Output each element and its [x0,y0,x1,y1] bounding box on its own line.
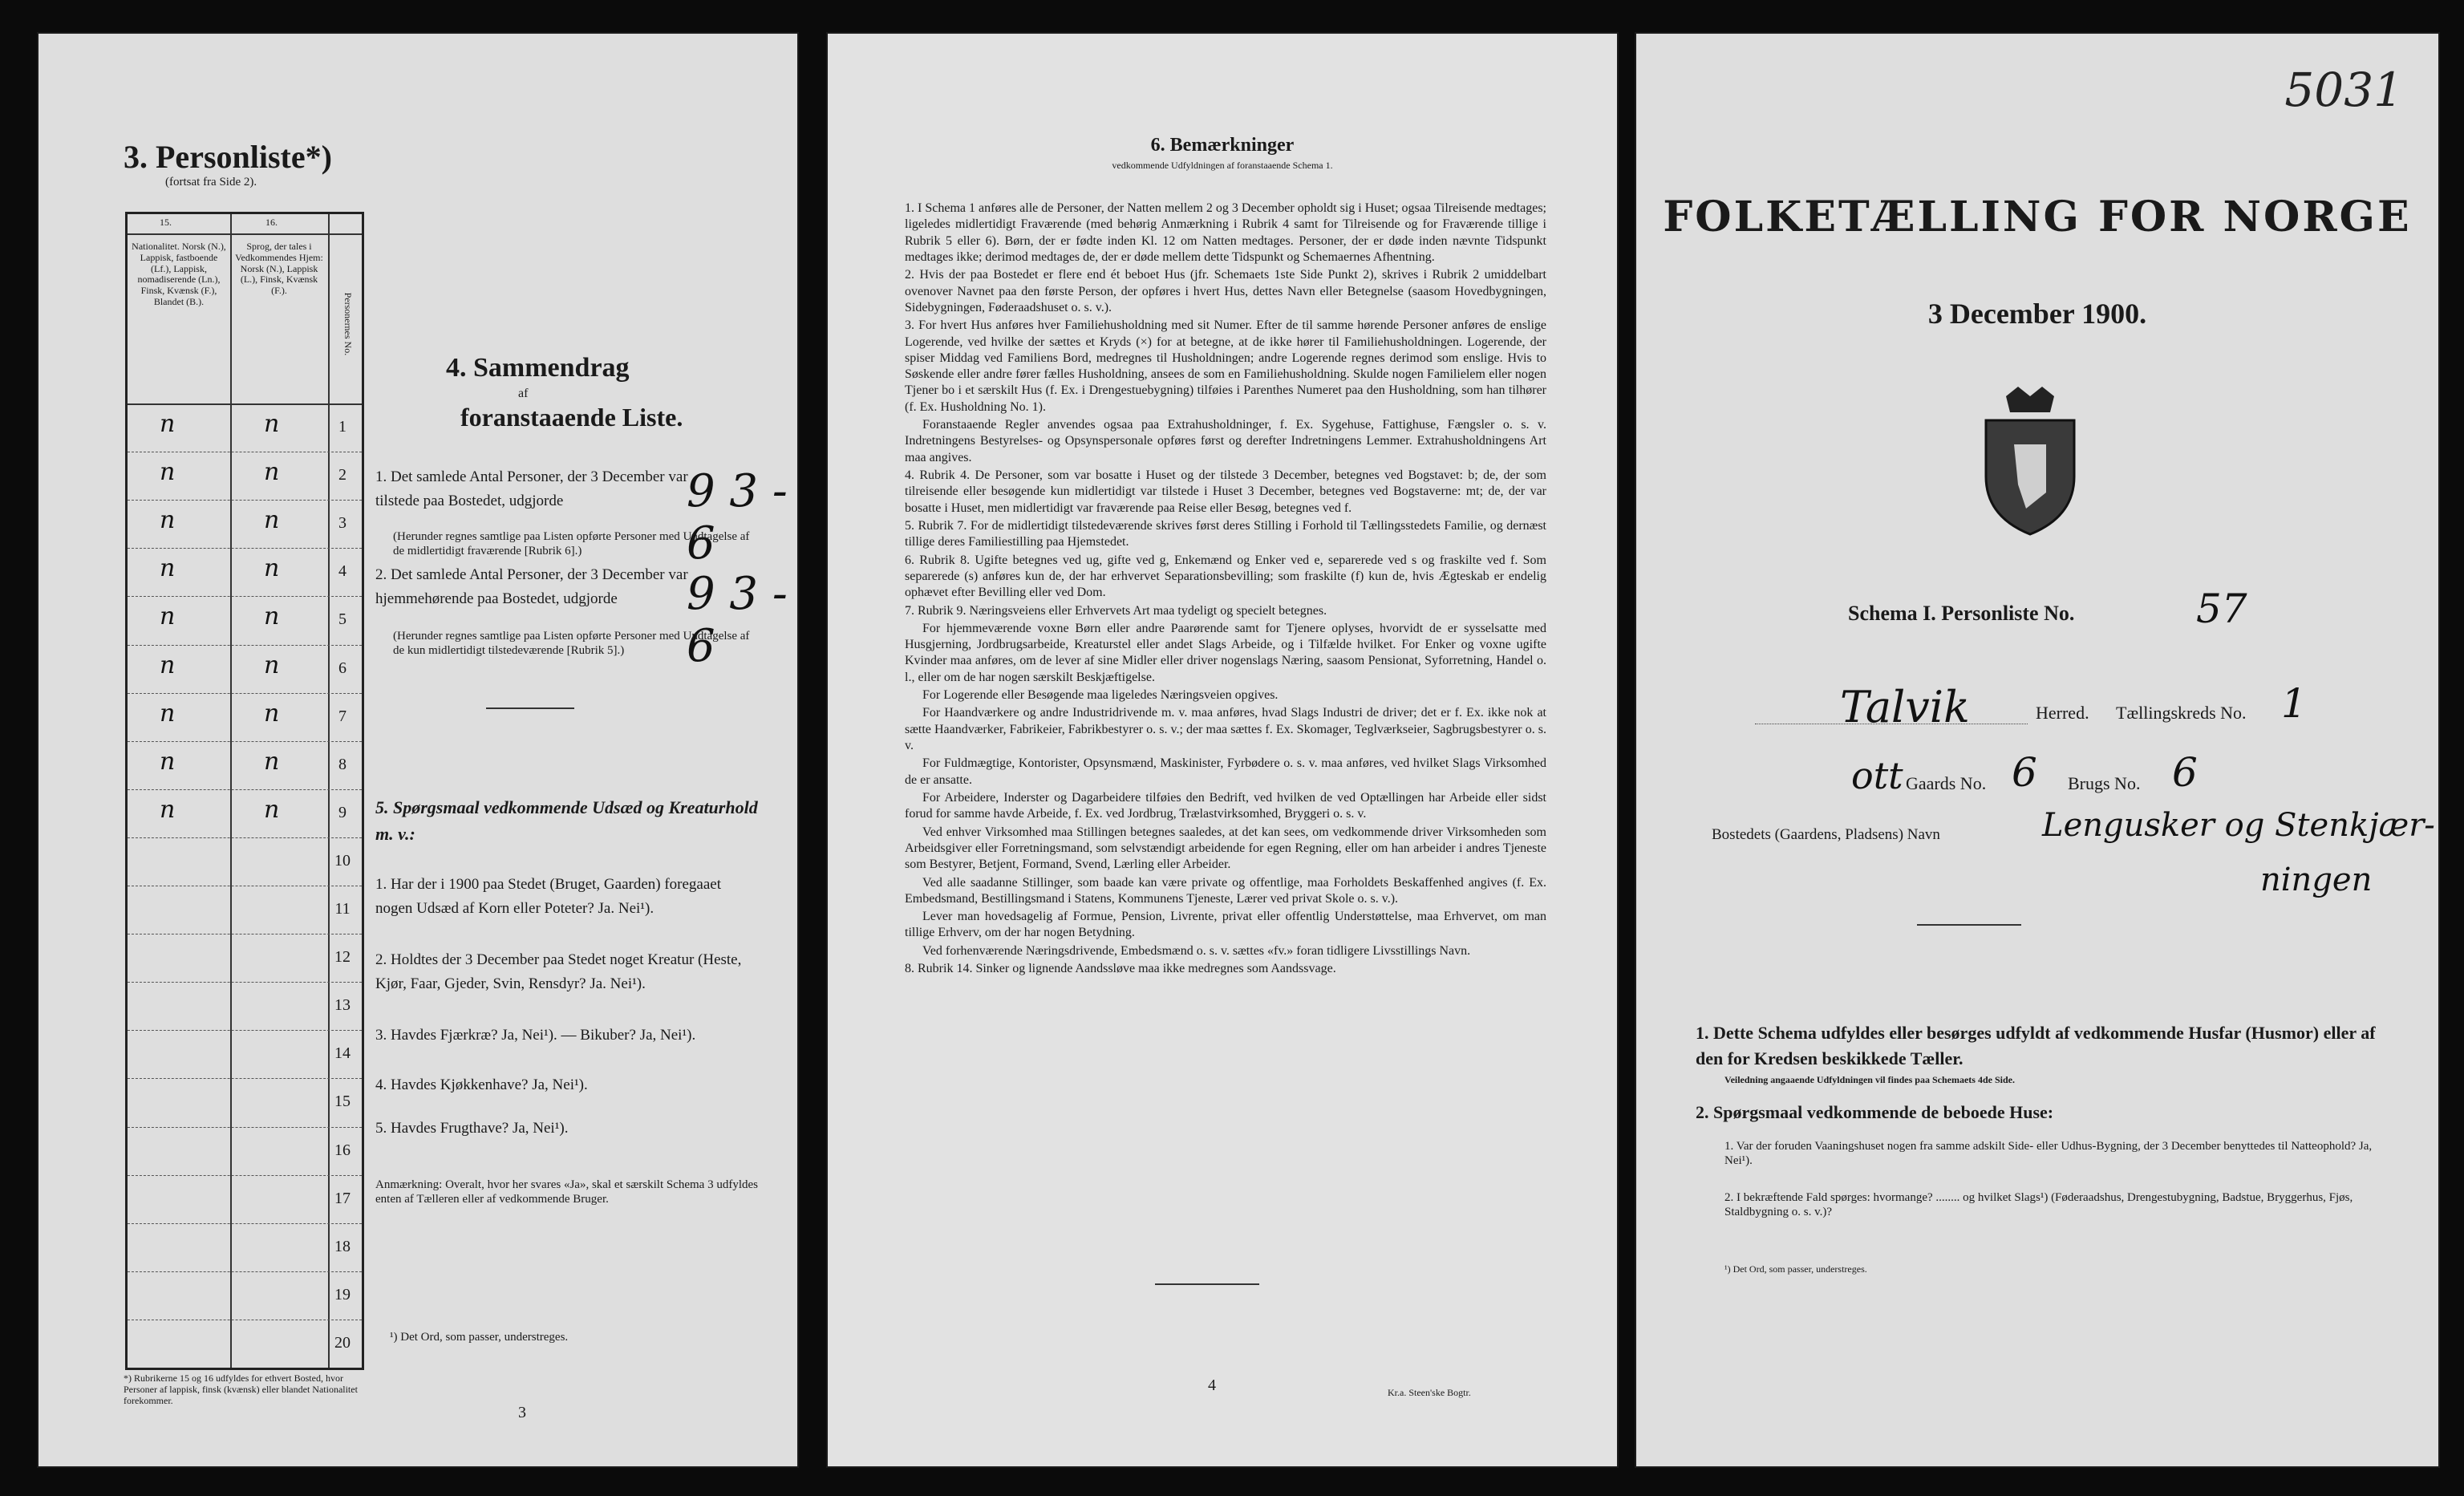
footnote-understreges: ¹) Det Ord, som passer, understreges. [390,1331,569,1344]
row-divider [128,1175,362,1176]
remark-paragraph: For Fuldmægtige, Kontorister, Opsynsmænd, Maskinister, Fyrbødere o. s. v. maa anføres, ved hvilket Slags Virksomhed de er ansatte. [905,756,1546,787]
row-number: 10 [334,851,351,870]
kreds-label: Tællingskreds No. [2116,703,2247,723]
census-title: FOLKETÆLLING FOR NORGE [1663,193,2412,241]
remark-paragraph: 2. Hvis der paa Bostedet er flere end ét beboet Hus (jfr. Schemaets 1ste Side Punkt 2), skrives i Rubrik 2 umiddelbart ovenover Navnet paa den første Person, der opføres i hvert Hus, dettes Navn eller Betegnelse (saasom Hovedbygningen, Sidebygningen, Føderaadshuset o. s. v.). [905,268,1546,314]
row-number: 9 [338,803,346,821]
row-divider [128,1127,362,1128]
personliste-subtitle: (fortsat fra Side 2). [165,176,257,189]
page-left [37,32,799,1468]
language-cell: n [264,747,280,776]
row-divider [128,596,362,597]
q1: 1. Har der i 1900 paa Stedet (Bruget, Gaarden) foregaaet nogen Udsæd af Korn eller Poteter? Ja. Nei¹). [375,876,722,918]
row-divider [128,1030,362,1031]
remark-paragraph: Ved alle saadanne Stillinger, som baade kan være private og offentlige, maa Forholdets Beskaffenhed angives (f. Ex. Embedsmand, Bestillingsmand i Statens, Kommunens Tjeneste, Lærer ved privat Skole o. s. v.). [905,875,1546,906]
footnote-right: ¹) Det Ord, som passer, understreges. [1724,1263,1867,1275]
row-number: 2 [338,466,346,484]
census-date: 3 December 1900. [1927,298,2147,330]
row-number: 20 [334,1333,351,1352]
remark-paragraph: For Arbeidere, Inderster og Dagarbeidere tilføies den Bedrift, ved hvilken de ved Optællingen har Arbeide eller sidst forud for samme havde Arbeide, f. Ex. ved Jordbrug, Trælastvirksomhed, Bryggeri o. s. v. [905,790,1546,821]
herred-label: Herred. [2036,703,2089,723]
row-divider [128,500,362,501]
remark-paragraph: For Haandværkere og andre Industridrivende m. v. maa anføres, hvad Slags Industri de driver; det er f. Ex. ikke nok at sætte Haandværker, Fabrikeier, Fabrikbestyrer o. s. v.; der maa sættes f. Ex. Skomager, Teglværkseier, Sagbrugsbestyrer o. s. v. [905,706,1546,752]
nationality-cell: n [160,747,176,776]
nationality-cell: n [160,699,176,728]
row-number: 15 [334,1093,351,1111]
remark-paragraph: Lever man hovedsagelig af Formue, Pension, Livrente, privat eller offentlig Understøttelse, maa Erhvervet, om man tillige Erhverv, om der har nogen Betydning. [905,910,1546,940]
row-divider [128,645,362,646]
language-cell: n [264,602,280,631]
page-middle [826,32,1619,1468]
col17-header: Personernes No. [342,292,354,356]
personliste-table [125,212,364,1370]
s4-item2-note: (Herunder regnes samtlige paa Listen opførte Personer med Undtagelse af de kun midlertidigt tilstedeværende [Rubrik 5].) [393,630,750,657]
remark-paragraph: 1. I Schema 1 anføres alle de Personer, der Natten mellem 2 og 3 December opholdt sig i Huset; ogsaa Tilreisende medtages; ligeledes midlertidigt Fraværende (med behørig Anmærkning i Rubrik 4 samt for Tilreisende og for Fraværende tillige i Rubrik 5 eller 6). Børn, der er fødte inden Kl. 12 om Natten medtages. Personer, der er døde inden nævnte Tidspunkt medtages ikke; derimod medtages de, der er døde mellem dette Tidspunkt og Schemaernes Afhentning. [905,201,1546,264]
s4-item2-hand: 9 3 - 6 [687,568,788,672]
q3: 3. Havdes Fjærkræ? Ja, Nei¹). — Bikuber? Ja, Nei¹). [375,1027,696,1044]
coat-of-arms-icon [1970,380,2090,545]
remarks-subtitle: vedkommende Udfyldningen af foranstaaende Schema 1. [1112,160,1333,171]
printer-mark: Kr.a. Steen'ske Bogtr. [1388,1387,1471,1398]
nationality-cell: n [160,554,176,583]
row-number: 12 [334,948,351,967]
instruction-1-sub: Veiledning angaaende Udfyldningen vil findes paa Schemaets 4de Side. [1724,1074,2015,1085]
row-number: 11 [334,900,351,918]
language-cell: n [264,699,280,728]
bosted-label: Bostedets (Gaardens, Pladsens) Navn [1712,826,1940,843]
page-right [1635,32,2440,1468]
row-number: 8 [338,755,346,773]
row-divider [128,837,362,838]
row-number: 5 [338,610,346,629]
gaards-prefix: ott [1851,754,1903,797]
language-cell: n [264,410,280,439]
instruction-2-q2: 2. I bekræftende Fald spørges: hvormange? ........ og hvilket Slags¹) (Føderaadshus, Drengestubygning, Badstue, Bryggerhus, Fjøs, Staldbygning o. s. v.)? [1724,1191,2353,1218]
schema-number: 57 [2196,586,2247,632]
section4-af: af [518,387,529,400]
nationality-cell: n [160,458,176,487]
row-number: 17 [334,1189,351,1207]
row-divider [128,982,362,983]
language-cell: n [264,458,280,487]
personliste-footnote: *) Rubrikerne 15 og 16 udfyldes for ethvert Bosted, hvor Personer af lappisk, finsk (kvænsk) eller blandet Nationalitet forekommer. [124,1372,358,1406]
section4-sub: foranstaaende Liste. [460,403,683,432]
s4-item1: 1. Det samlede Antal Personer, der 3 December var tilstede paa Bostedet, udgjorde [375,468,688,510]
divider [1917,924,2021,926]
nationality-cell: n [160,651,176,679]
instruction-2-q1: 1. Var der foruden Vaaningshuset nogen fra samme adskilt Side- eller Udhus-Bygning, der 3 December benyttedes til Natteophold? Ja, Nei¹). [1724,1140,2373,1167]
row-number: 1 [338,418,346,436]
col-num-15: 15. [160,217,172,228]
row-divider [128,741,362,742]
kreds-value: 1 [2281,680,2307,727]
nationality-cell: n [160,410,176,439]
row-divider [128,1271,362,1272]
language-cell: n [264,554,280,583]
bosted-value-2: ningen [2260,862,2373,898]
row-number: 4 [338,562,346,581]
gaards-value: 6 [2012,749,2037,796]
archive-number: 5031 [2284,63,2403,117]
q2: 2. Holdtes der 3 December paa Stedet noget Kreatur (Heste, Kjør, Faar, Gjeder, Svin, Rensdyr? Ja. Nei¹). [375,951,742,993]
brugs-label: Brugs No. [2068,773,2141,793]
row-divider [128,789,362,790]
row-number: 6 [338,659,346,677]
remarks-title: 6. Bemærkninger [1150,135,1295,156]
s4-item2: 2. Det samlede Antal Personer, der 3 December var hjemmehørende paa Bostedet, udgjorde [375,566,688,608]
section5-title: 5. Spørgsmaal vedkommende Udsæd og Kreaturhold m. v.: [375,797,758,844]
remark-paragraph: 7. Rubrik 9. Næringsveiens eller Erhvervets Art maa tydeligt og specielt betegnes. [905,603,1327,618]
anmaerkning: Anmærkning: Overalt, hvor her svares «Ja», skal et særskilt Schema 3 udfyldes enten af Tælleren eller af vedkommende Bruger. [375,1178,758,1206]
remark-paragraph: 5. Rubrik 7. For de midlertidigt tilstedeværende skrives først deres Stilling i Forhold til Tællingsstedets Familie, og dernæst tillige deres Familiestilling paa Hjemstedet. [905,518,1546,549]
nationality-cell: n [160,506,176,535]
bosted-value-1: Lengusker og Stenkjær- [2042,807,2435,844]
row-number: 13 [334,996,351,1015]
row-number: 16 [334,1141,351,1159]
nationality-cell: n [160,795,176,824]
instruction-1: 1. Dette Schema udfyldes eller besørges udfyldt af vedkommende Husfar (Husmor) eller af den for Kredsen beskikkede Tæller. [1696,1023,2376,1068]
row-number: 3 [338,514,346,533]
remarks-body [905,201,1546,979]
row-divider [128,1078,362,1079]
remark-paragraph: 4. Rubrik 4. De Personer, som var bosatte i Huset og der tilstede 3 December, betegnes ved Bogstavet: b; de, der som tilreisende eller besøgende kun midlertidigt var tilstede i Huset 3 December, betegnes ved Bogstaverne: mt; de, der var bosatte i Huset, men midlertidigt var fraværende paa Reise eller Besøg, betegnes ved f. [905,468,1546,515]
instruction-2: 2. Spørgsmaal vedkommende de beboede Huse: [1696,1102,2054,1122]
remark-paragraph: 8. Rubrik 14. Sinker og lignende Aandssløve maa ikke medregnes som Aandssvage. [905,962,1336,976]
row-number: 7 [338,707,346,725]
remark-paragraph: For Logerende eller Besøgende maa ligeledes Næringsveien opgives. [922,688,1279,703]
s4-item1-hand: 9 3 - 6 [687,465,788,570]
col16-header: Sprog, der tales i Vedkommendes Hjem: Norsk (N.), Lappisk (L.), Finsk, Kvænsk (F.). [235,241,323,297]
page-number-3: 3 [518,1404,526,1421]
remark-paragraph: For hjemmeværende voxne Børn eller andre Paarørende samt for Tjenere oplyses, hvorvidt de er sysselsatte med Husgjerning, Jordbrugsarbeide, Kreaturstel eller andet Slags Arbeide, og i Tilfælde hvilket. For Enker og voxne ugifte Kvinder maa anføres, om de lever af sine Midler eller driver nogenslags Næring, saasom Pensionat, Syforretning, Handel o. l., eller om de har nogen særskilt Beskjæftigelse. [905,621,1546,684]
remark-paragraph: Foranstaaende Regler anvendes ogsaa paa Extrahusholdninger, f. Ex. Sygehuse, Fattighuse, Fængsler o. s. v. Indretningens Bestyrelses- og Opsynspersonale opføres først og derefter Indretningens Lemmer. Extrahusholdningens Art maa angives. [905,418,1546,464]
remark-paragraph: 3. For hvert Hus anføres hver Familiehusholdning med sit Numer. Efter de til samme hørende Personer anføres de enslige Logerende, ved hvilke der sættes et Kryds (×) for at betegne, at de ikke hører til Familiehusholdningen. Logerende, der spiser Middag ved Familiens Bord, medregnes til Husholdningen; andre Logerende regnes derimod som enslige. Hvis to Søskende eller andre fører fælles Husholdning, ansees de som en Familiehusholdning. Skulde nogen Familielem eller nogen Tjener bo i et særskilt Hus (f. Ex. i Drengestuebygning) tilføies i Parenthes Numeret paa den Husholdning, som han tilhører (f. Ex. Husholdning No. 1). [905,318,1546,414]
nationality-cell: n [160,602,176,631]
personliste-title: 3. Personliste*) [124,139,332,175]
schema-label: Schema I. Personliste No. [1848,602,2075,625]
s4-item1-note: (Herunder regnes samtlige paa Listen opførte Personer med Undtagelse af de midlertidigt fraværende [Rubrik 6].) [393,530,750,557]
divider [486,707,574,709]
row-divider [128,1223,362,1224]
language-cell: n [264,506,280,535]
remark-paragraph: Ved enhver Virksomhed maa Stillingen betegnes saaledes, at det kan sees, om vedkommende driver Virksomheden som Arbeidsgiver eller Forretningsmand, som selvstændigt arbeidende for egen Regning, eller om han arbeider i andres Tjeneste som Bestyrer, Betjent, Formand, Svend, Lærling eller Arbeider. [905,825,1546,872]
row-number: 18 [334,1237,351,1255]
col-num-16: 16. [265,217,278,228]
remark-paragraph: Ved forhenværende Næringsdrivende, Embedsmænd o. s. v. sættes «fv.» foran tidligere Livsstillings Navn. [922,943,1471,958]
row-divider [128,693,362,694]
page-number-4: 4 [1208,1376,1216,1394]
brugs-value: 6 [2172,749,2198,796]
row-number: 19 [334,1285,351,1303]
language-cell: n [264,651,280,679]
section4-title: 4. Sammendrag [446,353,630,383]
q4: 4. Havdes Kjøkkenhave? Ja, Nei¹). [375,1076,588,1093]
q5: 5. Havdes Frugthave? Ja, Nei¹). [375,1120,569,1137]
row-divider [128,548,362,549]
herred-value: Talvik [1840,682,1970,732]
language-cell: n [264,795,280,824]
col15-header: Nationalitet. Norsk (N.), Lappisk, fastboende (Lf.), Lappisk, nomadiserende (Ln.), Finsk, Kvænsk (F.), Blandet (B.). [132,241,226,307]
row-number: 14 [334,1044,351,1063]
gaards-label: Gaards No. [1906,773,1987,793]
divider [1155,1283,1259,1285]
remark-paragraph: 6. Rubrik 8. Ugifte betegnes ved ug, gifte ved g, Enkemænd og Enker ved e, separerede ved s og fraskilte ved f. Som separerede (s) anføres kun de, der har erhvervet Separationsbevilling; som fraskilte (f) kun de, hvis Ægteskab er endelig ophævet efter Bevilling eller ved Dom. [905,553,1546,600]
